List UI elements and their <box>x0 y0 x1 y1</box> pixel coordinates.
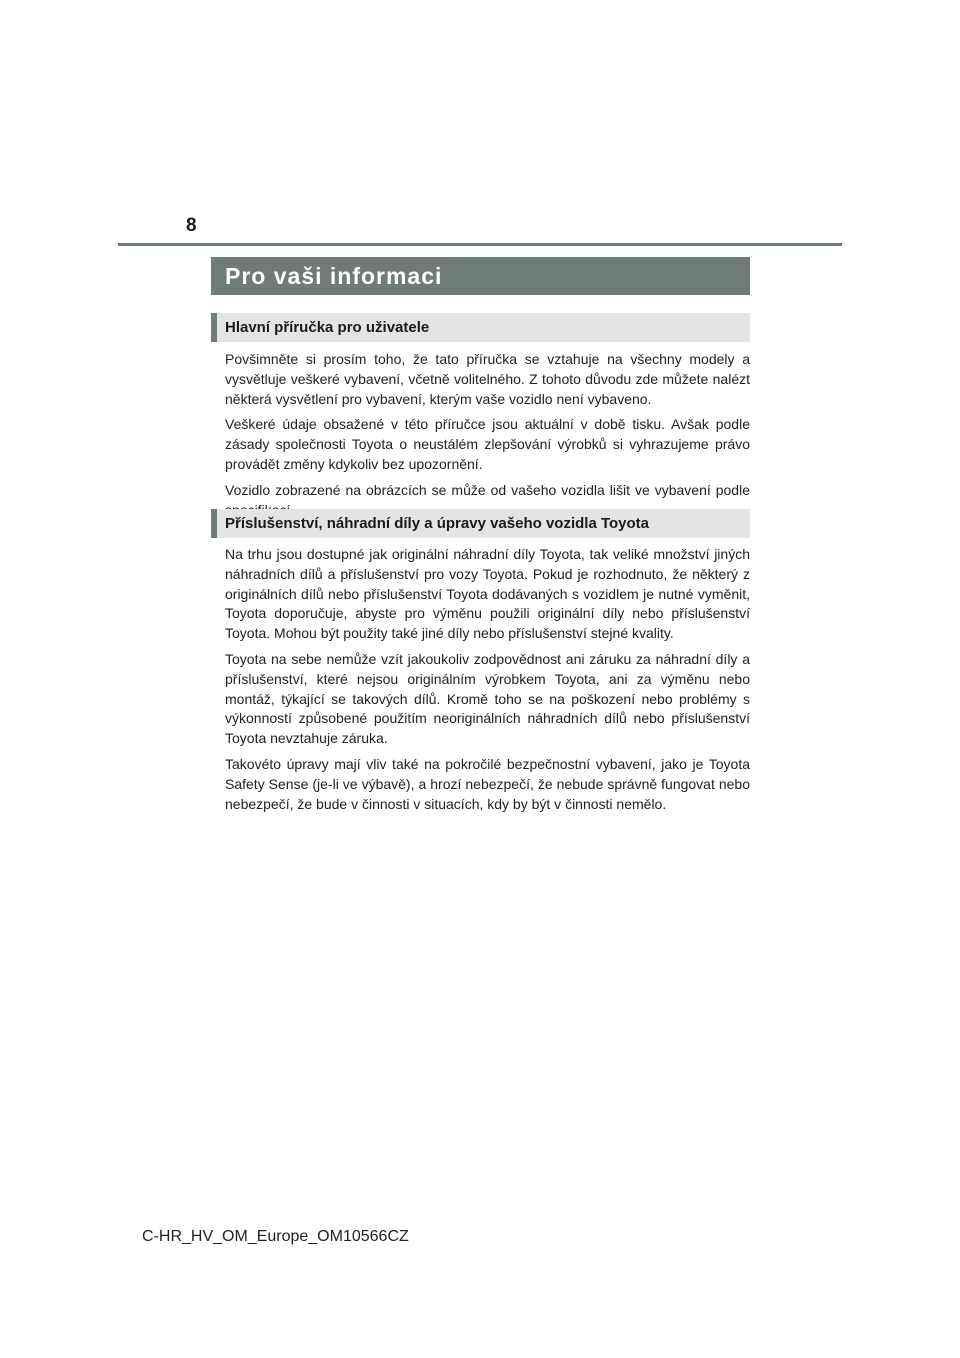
footer-document-code: C-HR_HV_OM_Europe_OM10566CZ <box>142 1228 409 1245</box>
paragraph: Veškeré údaje obsažené v této příručce jsou aktuální v době tisku. Avšak podle zásady společnosti Toyota o neustálém zlepšování výrobků si vyhrazujeme právo provádět změny kdykoliv bez upozornění. <box>225 416 750 472</box>
section-body-accessories <box>225 545 750 820</box>
page-number: 8 <box>186 215 197 236</box>
paragraph: Na trhu jsou dostupné jak originální náhradní díly Toyota, tak veliké množství jiných náhradních dílů a příslušenství pro vozy Toyota. Pokud je rozhodnuto, že některý z originálních dílů nebo příslušenství Toyota dodávaných s vozidlem je nutné vyměnit, Toyota doporučuje, abyste pro výměnu použili originální díly nebo příslušenství Toyota. Mohou být použity také jiné díly nebo příslušenství stejné kvality. <box>225 546 750 642</box>
section-accent <box>211 509 217 538</box>
main-title-bar <box>211 257 750 295</box>
section-heading-label: Hlavní příručka pro uživatele <box>225 319 430 336</box>
section-heading-label: Příslušenství, náhradní díly a úpravy vašeho vozidla Toyota <box>225 515 650 532</box>
paragraph: Takovéto úpravy mají vliv také na pokročilé bezpečnostní vybavení, jako je Toyota Safety Sense (je-li ve výbavě), a hrozí nebezpečí, že nebude správně fungovat nebo nebezpečí, že bude v činnosti v situacích, kdy by být v činnosti nemělo. <box>225 755 750 812</box>
paragraph: Toyota na sebe nemůže vzít jakoukoliv zodpovědnost ani záruku za náhradní díly a příslušenství, které nejsou originálním výrobkem Toyota, ani za výměnu nebo montáž, týkající se takových dílů. Kromě toho se na poškození nebo problémy s výkonností způsobené použitím neoriginálních náhradních dílů nebo příslušenství Toyota nevztahuje záruka. <box>225 650 750 747</box>
section-accent <box>211 313 217 342</box>
section-heading-user-manual <box>211 313 750 342</box>
page-title: Pro vaši informaci <box>225 263 443 289</box>
header-rule <box>118 243 842 246</box>
paragraph: Povšimněte si prosím toho, že tato příručka se vztahuje na všechny modely a vysvětluje veškeré vybavení, včetně volitelného. Z tohoto důvodu zde můžete nalézt některá vysvětlení pro vybavení, kterým vaše vozidlo není vybaveno. <box>225 351 750 407</box>
section-heading-accessories <box>211 509 750 538</box>
paragraph: Vozidlo zobrazené na obrázcích se může od vašeho vozidla lišit ve vybavení podle <box>225 481 750 498</box>
section-body-user-manual <box>225 350 750 526</box>
